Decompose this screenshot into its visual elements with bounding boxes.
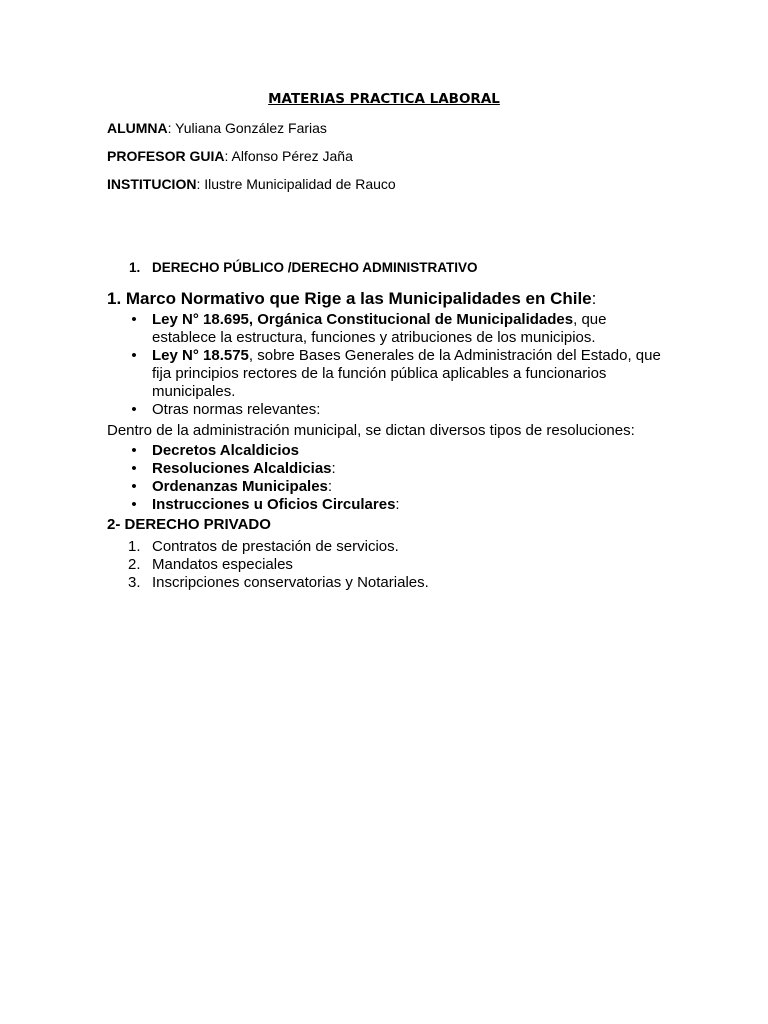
bullet-icon: • [131, 442, 137, 459]
list-item [107, 460, 667, 478]
alumna-field [107, 119, 327, 137]
section-number: 1. [129, 260, 141, 275]
list-item-text: Otras normas relevantes: [152, 401, 321, 418]
profesor-field [107, 147, 353, 165]
section-heading-text: DERECHO PÚBLICO /DERECHO ADMINISTRATIVO [152, 260, 478, 275]
marco-normativo-list [107, 311, 667, 419]
alumna-label: ALUMNA [107, 120, 168, 136]
bullet-icon: • [131, 347, 137, 364]
profesor-value: : Alfonso Pérez Jaña [224, 148, 353, 164]
subsection-heading-marco-normativo [107, 289, 596, 309]
list-item-bold: Ley N° 18.695, Orgánica Constitucional de Municipalidades [152, 311, 574, 328]
list-item-text: : [327, 478, 333, 495]
bullet-icon: • [131, 460, 137, 477]
section-heading-derecho-privado: 2- DERECHO PRIVADO [107, 516, 271, 533]
list-item [107, 478, 667, 496]
institucion-field [107, 175, 396, 193]
institucion-value: : Ilustre Municipalidad de Rauco [196, 176, 396, 192]
list-item [107, 311, 667, 347]
bullet-icon: • [131, 401, 137, 418]
bullet-icon: • [131, 478, 137, 495]
list-item-number: 1. [128, 538, 141, 555]
resoluciones-list [107, 442, 667, 514]
bullet-icon: • [131, 311, 137, 328]
list-item-bold: Decretos Alcaldicios [152, 442, 300, 459]
list-item [107, 401, 667, 419]
list-item-bold: Instrucciones u Oficios Circulares [152, 496, 396, 513]
list-item-text: Mandatos especiales [152, 556, 293, 573]
list-item-number: 2. [128, 556, 141, 573]
section-heading-derecho-publico [129, 260, 478, 275]
list-item [107, 347, 667, 401]
institucion-label: INSTITUCION [107, 176, 197, 192]
derecho-privado-list [107, 538, 667, 592]
list-item-text: : [331, 460, 336, 477]
list-item-bold: Ley N° 18.575 [152, 347, 249, 364]
list-item-number: 3. [128, 574, 141, 591]
list-item [107, 442, 667, 460]
alumna-value: : Yuliana González Farias [167, 120, 327, 136]
bullet-icon: • [131, 496, 137, 513]
list-item-text: , que establece la estructura, funciones y atribuciones de los municipios. [152, 311, 607, 346]
list-item [107, 496, 667, 514]
document-title: MATERIAS PRACTICA LABORAL [268, 91, 500, 107]
subsection-heading-suffix: : [591, 289, 597, 308]
list-item-text: , sobre Bases Generales de la Administración del Estado, que fija principios rectores de la función pública aplicables a funcionarios municipales. [152, 347, 661, 400]
subsection-heading-text: 1. Marco Normativo que Rige a las Municipalidades en Chile [107, 289, 592, 308]
list-item [107, 574, 667, 592]
resoluciones-intro: Dentro de la administración municipal, se dictan diversos tipos de resoluciones: [107, 422, 635, 439]
profesor-label: PROFESOR GUIA [107, 148, 225, 164]
list-item [107, 538, 667, 556]
list-item-text: : [395, 496, 400, 513]
list-item-text: Inscripciones conservatorias y Notariales. [152, 574, 429, 591]
list-item-bold: Resoluciones Alcaldicias [152, 460, 332, 477]
list-item [107, 556, 667, 574]
list-item-bold: Ordenanzas Municipales [152, 478, 328, 495]
list-item-text: Contratos de prestación de servicios. [152, 538, 399, 555]
